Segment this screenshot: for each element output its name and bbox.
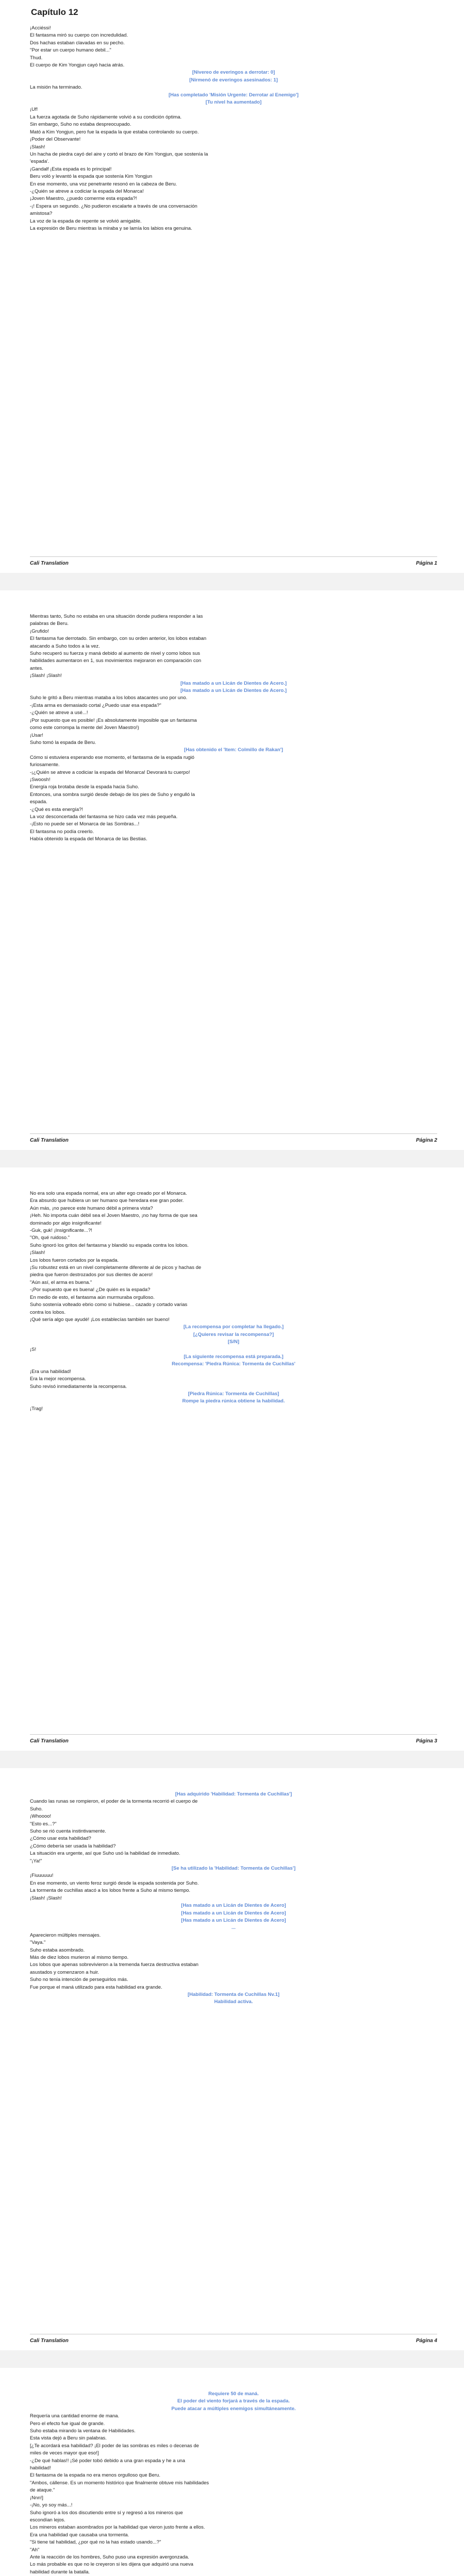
system-message: Requiere 50 de maná. (208, 2391, 259, 2397)
footer-source: Cali Translation (30, 2337, 69, 2344)
text-line: Era la mejor recompensa. (30, 1376, 86, 1382)
text-line: El cuerpo de Kim Yongjun cayó hacia atrás. (30, 62, 125, 69)
text-line: Suho sostenía volteado ebrio como si hubiese... cazado y cortado varias (30, 1302, 188, 1308)
text-line: "Por estar un cuerpo humano debil..." (30, 47, 111, 54)
text-line: -¿Quién se atreve a codiciar la espada del Monarca! (30, 188, 144, 194)
system-message: [Has completado 'Misión Urgente: Derrotar al Enemigo'] (168, 92, 299, 98)
text-line: Thud. (30, 55, 43, 61)
text-line: Beru voló y levantó la espada que sostenía Kim Yongjun (30, 174, 153, 180)
page-separator (0, 1150, 464, 1167)
text-line: "Ambos, cállense. Es un momento histórico que finalmente obtuve mis habilidades (30, 2480, 209, 2486)
footer-page-number: Página 3 (416, 1738, 437, 1744)
text-line: antes. (30, 665, 43, 671)
page-footer (30, 556, 437, 569)
text-line: Suho recuperó su fuerza y maná debido al aumento de nivel y como lobos sus (30, 651, 201, 657)
text-line: ¡Joven Maestro, ¿puedo comerme esta espada?! (30, 196, 137, 202)
document-page (30, 25, 437, 232)
text-line: ¡Uf! (30, 107, 38, 113)
text-line: ¡Por supuesto que es posible! ¡Es absolutamente imposible que un fantasma (30, 717, 197, 723)
page-footer (30, 1734, 437, 1747)
text-line: ¡Era una habilidad! (30, 1368, 71, 1375)
text-line: El fantasma no podía creerlo. (30, 828, 94, 835)
system-message: [Has matado a un Licán de Dientes de Acero] (181, 1903, 286, 1909)
system-message: [Has adquirido 'Habilidad: Tormenta de Cuchillas'] (175, 1791, 292, 1797)
text-line: La voz de la espada de repente se volvió amigable. (30, 218, 142, 224)
text-line: contra los lobos. (30, 1309, 66, 1315)
text-line: Era absurdo que hubiera un ser humano que heredara ese gran poder. (30, 1198, 184, 1204)
text-line: El fantasma de la espada no era menos orgulloso que Beru. (30, 2472, 160, 2479)
text-line: ¡Su robustez está en un nivel completamente diferente al de picos y hachas de (30, 1265, 202, 1271)
text-line: Suho estaba asombrado. (30, 1947, 85, 1953)
text-line: El fantasma fue derrotado. Sin embargo, con su orden anterior, los lobos estaban (30, 636, 207, 642)
text-line: La expresión de Beru mientras la miraba y se lamía los labios era genuina. (30, 225, 192, 231)
text-line: miles de veces mayor que eso!] (30, 2450, 99, 2456)
text-line: Los mineros estaban asombrados por la habilidad que vieron justo frente a ellos. (30, 2524, 205, 2531)
text-line: En ese momento, una voz penetrante resonó en la cabeza de Beru. (30, 181, 177, 187)
page-separator (0, 2350, 464, 2368)
text-line: ¡Swoosh! (30, 776, 51, 783)
text-line: -¡Esto no puede ser el Monarca de las Sombras...! (30, 821, 140, 827)
text-line: ¡Trag! (30, 1405, 43, 1412)
system-message: [Nirmenó de everingos asesinados: 1] (189, 77, 278, 83)
document-page (30, 1791, 437, 2006)
text-line: ¡Qué sería algo que ayudé! ¡Los establecías también ser bueno! (30, 1316, 170, 1323)
text-line: "Aún así, el arma es buena." (30, 1279, 92, 1285)
footer-page-number: Página 4 (416, 2337, 437, 2344)
text-line: ¡Fiuuuuuu! (30, 1873, 54, 1879)
text-line: Suho se rió cuenta instintivamente. (30, 1828, 106, 1835)
system-message: [La recompensa por completar ha llegado.] (183, 1324, 284, 1330)
text-line: ¡Slash! (30, 1250, 45, 1256)
text-line: ¡Slash! (30, 144, 45, 150)
text-line: asustados y comenzaron a huir. (30, 1969, 100, 1975)
footer-source: Cali Translation (30, 560, 69, 566)
text-line: 'espada'. (30, 159, 49, 165)
text-line: Requería una cantidad enorme de mana. (30, 2413, 120, 2419)
document-page (30, 1190, 437, 1413)
system-message: Rompe la piedra rúnica obtiene la habilidad. (182, 1398, 285, 1404)
text-line: -¿De qué hablas!! ¡Sé poder tobó debido a una gran espada y he a una (30, 2458, 186, 2464)
system-message: El poder del viento forjará a través de la espada. (177, 2398, 290, 2404)
text-line: habilidad durante la batalla. (30, 2569, 90, 2575)
text-line: ¡S! (30, 1346, 37, 1352)
system-message: [Se ha utilizado la 'Habilidad: Tormenta de Cuchillas'] (171, 1866, 296, 1872)
text-line: Suho. (30, 1806, 43, 1812)
text-line: ¡Nnn!] (30, 2495, 43, 2501)
text-line: La fuerza agotada de Suho rápidamente volvió a su condición óptima. (30, 114, 182, 120)
text-line: El fantasma miró su cuerpo con incredulidad. (30, 32, 128, 39)
text-line: ¡Slash! ¡Slash! (30, 673, 62, 679)
system-message: [Has matado a un Licán de Dientes de Acero] (181, 1910, 286, 1916)
text-line: habilidad! (30, 2465, 51, 2471)
text-line: ¡Grufido! (30, 628, 49, 634)
text-line: espada. (30, 799, 47, 805)
text-line: ¡Acciéssi! (30, 25, 51, 31)
system-message: [La siguiente recompensa está preparada.] (184, 1353, 284, 1360)
page-separator (0, 573, 464, 590)
system-message: [Has matado a un Licán de Dientes de Acero.] (180, 680, 287, 686)
text-line: La voz desconcertada del fantasma se hizo cada vez más pequeña. (30, 814, 178, 820)
footer-source: Cali Translation (30, 1738, 69, 1744)
text-line: La misión ha terminado. (30, 84, 82, 91)
text-line: ¡Gandalf ¡Esta espada es lo principal! (30, 166, 112, 172)
text-line: Suho no tenía intención de perseguirlos más. (30, 1977, 128, 1983)
text-line: Cuando las runas se rompieron, el poder de la tormenta recorrió el cuerpo de (30, 1799, 198, 1805)
text-line: -¿Quién se atreve a usé...! (30, 710, 88, 716)
text-line: [¿Te acordará esa habilidad? ¡El poder de las sombras es miles o decenas de (30, 2443, 199, 2449)
text-line: ¿Cómo usar esta habilidad? (30, 1836, 91, 1842)
text-line: -¡¿Quién se atreve a codiciar la espada del Monarca! Devorará tu cuerpo! (30, 769, 190, 775)
text-line: No era solo una espada normal, era un alter ego creado por el Monarca. (30, 1191, 187, 1196)
text-line: Lo más probable es que no le creyeron si les dijera que adquirió una nueva (30, 2562, 193, 2568)
text-line: "Si tiene tal habilidad, ¿por qué no la has estado usando...?" (30, 2539, 161, 2546)
text-line: Suho estaba mirando la ventana de Habilidades. (30, 2428, 136, 2434)
system-message: [Tu nivel ha aumentado] (205, 99, 262, 106)
text-line: dominado por algo insignificante! (30, 1220, 102, 1226)
text-line: -¿Qué es esta energía?! (30, 806, 83, 812)
system-message: [Habilidad: Tormenta de Cuchillas Nv.1] (187, 1991, 280, 1997)
text-line: piedra que fueron destrozados por sus dientes de acero! (30, 1272, 153, 1278)
text-line: ¡Slash! ¡Slash! (30, 1895, 62, 1901)
text-line: Mientras tanto, Suho no estaba en una situación donde pudiera responder a las (30, 614, 203, 619)
text-line: Ante la reacción de los hombres, Suho puso una expresión avergonzada. (30, 2554, 189, 2560)
text-line: "Vaya." (30, 1940, 46, 1946)
text-line: como este corrompa la mente del Joven Maestro!) (30, 725, 139, 731)
text-line: Aparecieron múltiples mensajes. (30, 1932, 101, 1938)
document-page (30, 613, 437, 843)
text-line: Suho revisó inmediatamente la recompensa. (30, 1383, 127, 1389)
text-line: furiosamente. (30, 762, 60, 768)
text-line: ¡Whoooo! (30, 1814, 52, 1820)
text-line: La situación era urgente, así que Suho usó la habilidad de inmediato. (30, 1851, 180, 1857)
text-line: -¡! Espera un segundo. ¿No pudieron escalarte a través de una conversación (30, 203, 197, 209)
text-line: Sin embargo, Suho no estaba despreocupado. (30, 122, 131, 128)
system-message: ... (231, 1925, 236, 1931)
text-line: Esta vista dejó a Beru sin palabras. (30, 2435, 107, 2442)
text-line: "¡Ya!" (30, 1858, 42, 1864)
text-line: Fue porque el maná utilizado para esta habilidad era grande. (30, 1984, 162, 1990)
page-footer (30, 2334, 437, 2347)
text-line: "Oh, qué ruidoso." (30, 1235, 70, 1241)
page-separator (0, 1751, 464, 1768)
text-line: Suho tomó la espada de Beru. (30, 739, 96, 745)
text-line: ¿Cómo debería ser usada la habilidad? (30, 1843, 116, 1849)
text-line: Un hacha de piedra cayó del aire y cortó el brazo de Kim Yongjun, que sostenía la (30, 151, 208, 157)
system-message: [Has matado a un Licán de Dientes de Acero] (181, 1917, 286, 1923)
text-line: La tormenta de cuchillas atacó a los lobos frente a Suho al mismo tiempo. (30, 1888, 191, 1894)
text-line: Los lobos fueron cortados por la espada. (30, 1257, 119, 1263)
text-line: "Ah" (30, 2547, 40, 2553)
system-message: Recompensa: 'Piedra Rúnica: Tormenta de Cuchillas' (172, 1361, 295, 1367)
text-line: Suho ignoró a los dos discutiendo entre sí y regresó a los mineros que (30, 2510, 183, 2516)
text-line: En medio de esto, el fantasma aún murmuraba orgulloso. (30, 1294, 155, 1300)
system-message: [Piedra Rúnica: Tormenta de Cuchillas] (188, 1391, 279, 1397)
text-line: Mató a Kim Yongjun, pero fue la espada la que estaba controlando su cuerpo. (30, 129, 199, 135)
text-line: Suho ignoró los gritos del fantasma y blandió su espada contra los lobos. (30, 1242, 189, 1248)
text-line: -¡Por supuesto que es buena! ¿De quién es la espada? (30, 1287, 151, 1293)
system-message: [¿Quieres revisar la recompensa?] (193, 1331, 274, 1337)
system-message: [Has matado a un Licán de Dientes de Acero.] (180, 688, 287, 694)
text-line: Energía roja brotaba desde la espada hacia Suho. (30, 784, 139, 790)
system-message: Puede atacar a múltiples enemigos simultáneamente. (171, 2405, 296, 2412)
system-message: [S/N] (227, 1339, 240, 1345)
text-line: Entonces, una sombra surgió desde debajo de los pies de Suho y engulló la (30, 791, 195, 798)
text-line: habilidades aumentaron en 1, sus movimientos mejoraron en comparación con (30, 658, 202, 664)
text-line: -¡Esta arma es demasiado cortal ¿Puedo usar esa espada?" (30, 702, 161, 708)
text-line: Suho le gritó a Beru mientras mataba a los lobos atacantes uno por uno. (30, 695, 188, 701)
text-line: ¡Usar! (30, 732, 43, 738)
footer-page-number: Página 2 (416, 1137, 437, 1143)
text-line: palabras de Beru. (30, 621, 69, 627)
text-line: escondían lejos. (30, 2517, 65, 2523)
text-line: de ataque." (30, 2487, 55, 2494)
system-message: [Has obtenido el 'Item: Colmillo de Rakan'] (184, 747, 283, 753)
text-line: Los lobos que apenas sobrevivieron a la tremenda fuerza destructiva estaban (30, 1962, 198, 1968)
text-line: Pero el efecto fue igual de grande. (30, 2420, 105, 2427)
system-message: Habilidad activa. (214, 1999, 253, 2005)
text-line: Había obtenido la espada del Monarca de las Bestias. (30, 836, 147, 842)
text-line: "Esto es...?" (30, 1821, 57, 1827)
chapter-title: Capítulo 12 (31, 7, 78, 17)
text-line: Dos hachas estaban clavadas en su pecho. (30, 40, 125, 46)
text-line: amistosa? (30, 211, 53, 217)
text-line: ¡Poder del Observante! (30, 137, 81, 143)
footer-page-number: Página 1 (416, 560, 437, 566)
document-page (30, 2391, 437, 2576)
text-line: atacando a Suho todos a la vez. (30, 643, 100, 649)
text-line: Cómo si estuviera esperando ese momento, el fantasma de la espada rugió (30, 754, 194, 760)
system-message: [Nivereo de everingos a derrotar: 0] (192, 70, 275, 76)
footer-source: Cali Translation (30, 1137, 69, 1143)
text-line: ¡Heh. No importa cuán débil sea el Joven Maestro, ¡no hay forma de que sea (30, 1213, 197, 1219)
text-line: Era una habilidad que causaba una tormenta. (30, 2532, 129, 2538)
text-line: -¡No, yo soy más...! (30, 2502, 73, 2509)
text-line: En ese momento, un viento feroz surgió desde la espada sostenida por Suho. (30, 1880, 199, 1886)
text-line: Aún más, ¡no parece este humano débil a primera vista? (30, 1205, 153, 1211)
text-line: Más de diez lobos murieron al mismo tiempo. (30, 1954, 129, 1960)
text-line: -Guk, guk! ¡Insignificante...?! (30, 1228, 92, 1234)
page-footer (30, 1133, 437, 1146)
